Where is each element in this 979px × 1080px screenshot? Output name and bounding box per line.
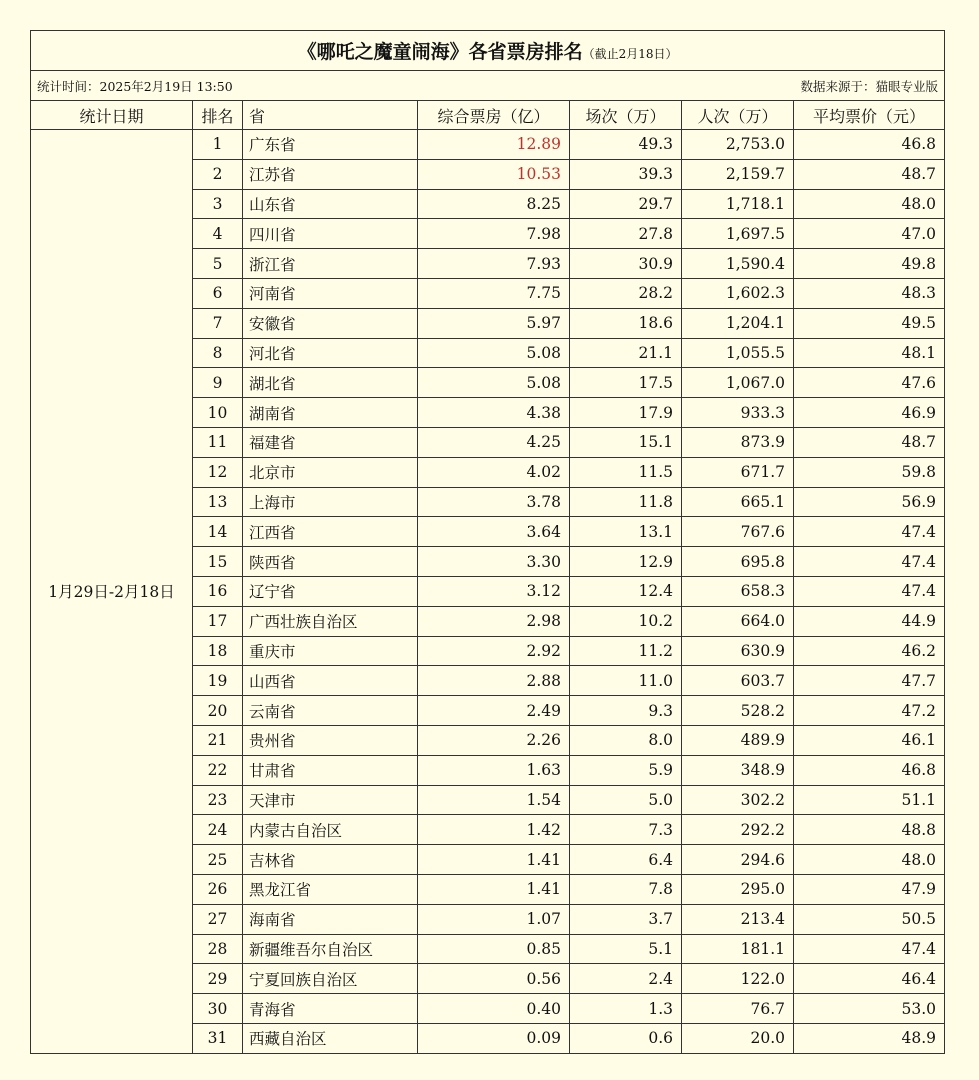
cell-avg-price: 47.4	[794, 547, 945, 577]
cell-admissions: 76.7	[682, 994, 794, 1024]
cell-admissions: 2,159.7	[682, 159, 794, 189]
cell-rank: 4	[193, 219, 243, 249]
cell-admissions: 292.2	[682, 815, 794, 845]
cell-box-office: 7.75	[418, 278, 570, 308]
cell-screenings: 8.0	[570, 725, 682, 755]
cell-screenings: 0.6	[570, 1023, 682, 1053]
cell-province: 浙江省	[243, 249, 418, 279]
cell-rank: 10	[193, 398, 243, 428]
cell-box-office: 4.02	[418, 457, 570, 487]
header-admissions: 人次（万）	[682, 101, 794, 130]
cell-admissions: 695.8	[682, 547, 794, 577]
cell-avg-price: 46.8	[794, 130, 945, 160]
cell-rank: 20	[193, 696, 243, 726]
cell-admissions: 1,067.0	[682, 368, 794, 398]
cell-admissions: 181.1	[682, 934, 794, 964]
cell-province: 河南省	[243, 278, 418, 308]
cell-admissions: 1,718.1	[682, 189, 794, 219]
cell-admissions: 302.2	[682, 785, 794, 815]
cell-box-office: 0.40	[418, 994, 570, 1024]
cell-rank: 15	[193, 547, 243, 577]
cell-rank: 5	[193, 249, 243, 279]
header-row	[31, 101, 945, 130]
cell-avg-price: 47.9	[794, 874, 945, 904]
cell-screenings: 18.6	[570, 308, 682, 338]
cell-screenings: 2.4	[570, 964, 682, 994]
cell-rank: 18	[193, 636, 243, 666]
cell-screenings: 15.1	[570, 427, 682, 457]
cell-admissions: 1,590.4	[682, 249, 794, 279]
cell-province: 新疆维吾尔自治区	[243, 934, 418, 964]
header-box-office: 综合票房（亿）	[418, 101, 570, 130]
cell-avg-price: 48.1	[794, 338, 945, 368]
cell-province: 湖南省	[243, 398, 418, 428]
cell-avg-price: 51.1	[794, 785, 945, 815]
cell-admissions: 294.6	[682, 845, 794, 875]
cell-admissions: 665.1	[682, 487, 794, 517]
cell-box-office: 12.89	[418, 130, 570, 160]
meta-cell	[31, 71, 945, 101]
cell-province: 广东省	[243, 130, 418, 160]
cell-box-office: 1.54	[418, 785, 570, 815]
cell-screenings: 39.3	[570, 159, 682, 189]
cell-rank: 1	[193, 130, 243, 160]
cell-avg-price: 49.8	[794, 249, 945, 279]
cell-province: 内蒙古自治区	[243, 815, 418, 845]
cell-avg-price: 49.5	[794, 308, 945, 338]
cell-screenings: 12.4	[570, 576, 682, 606]
cell-avg-price: 47.4	[794, 934, 945, 964]
cell-box-office: 0.85	[418, 934, 570, 964]
cell-box-office: 3.64	[418, 517, 570, 547]
cell-admissions: 2,753.0	[682, 130, 794, 160]
cell-admissions: 295.0	[682, 874, 794, 904]
cell-screenings: 10.2	[570, 606, 682, 636]
cell-admissions: 658.3	[682, 576, 794, 606]
title-sub: （截止2月18日）	[582, 47, 678, 61]
cell-admissions: 213.4	[682, 904, 794, 934]
cell-screenings: 11.5	[570, 457, 682, 487]
cell-avg-price: 47.4	[794, 517, 945, 547]
cell-rank: 9	[193, 368, 243, 398]
cell-admissions: 1,697.5	[682, 219, 794, 249]
cell-avg-price: 46.2	[794, 636, 945, 666]
cell-screenings: 5.0	[570, 785, 682, 815]
cell-screenings: 28.2	[570, 278, 682, 308]
cell-province: 湖北省	[243, 368, 418, 398]
table-title	[31, 31, 945, 71]
cell-screenings: 11.0	[570, 666, 682, 696]
cell-province: 西藏自治区	[243, 1023, 418, 1053]
cell-avg-price: 46.8	[794, 755, 945, 785]
cell-province: 重庆市	[243, 636, 418, 666]
cell-rank: 23	[193, 785, 243, 815]
cell-avg-price: 46.4	[794, 964, 945, 994]
cell-box-office: 2.92	[418, 636, 570, 666]
cell-box-office: 2.88	[418, 666, 570, 696]
cell-screenings: 17.5	[570, 368, 682, 398]
cell-box-office: 2.49	[418, 696, 570, 726]
cell-box-office: 5.97	[418, 308, 570, 338]
cell-rank: 30	[193, 994, 243, 1024]
cell-avg-price: 50.5	[794, 904, 945, 934]
cell-box-office: 1.63	[418, 755, 570, 785]
cell-admissions: 122.0	[682, 964, 794, 994]
cell-avg-price: 48.9	[794, 1023, 945, 1053]
cell-avg-price: 48.0	[794, 845, 945, 875]
cell-rank: 19	[193, 666, 243, 696]
cell-screenings: 6.4	[570, 845, 682, 875]
cell-province: 安徽省	[243, 308, 418, 338]
cell-admissions: 1,055.5	[682, 338, 794, 368]
cell-box-office: 1.41	[418, 874, 570, 904]
cell-avg-price: 53.0	[794, 994, 945, 1024]
cell-admissions: 348.9	[682, 755, 794, 785]
cell-rank: 28	[193, 934, 243, 964]
cell-screenings: 7.8	[570, 874, 682, 904]
cell-screenings: 17.9	[570, 398, 682, 428]
cell-province: 山东省	[243, 189, 418, 219]
cell-rank: 12	[193, 457, 243, 487]
cell-rank: 21	[193, 725, 243, 755]
data-source: 数据来源于：猫眼专业版	[800, 78, 939, 94]
cell-province: 天津市	[243, 785, 418, 815]
cell-box-office: 7.93	[418, 249, 570, 279]
cell-rank: 16	[193, 576, 243, 606]
header-rank: 排名	[193, 101, 243, 130]
cell-box-office: 5.08	[418, 368, 570, 398]
cell-admissions: 1,602.3	[682, 278, 794, 308]
cell-avg-price: 48.7	[794, 159, 945, 189]
cell-admissions: 767.6	[682, 517, 794, 547]
cell-admissions: 489.9	[682, 725, 794, 755]
cell-avg-price: 47.7	[794, 666, 945, 696]
cell-box-office: 1.42	[418, 815, 570, 845]
cell-rank: 3	[193, 189, 243, 219]
cell-province: 青海省	[243, 994, 418, 1024]
cell-province: 四川省	[243, 219, 418, 249]
header-province: 省	[243, 101, 418, 130]
cell-rank: 8	[193, 338, 243, 368]
cell-admissions: 20.0	[682, 1023, 794, 1053]
cell-province: 北京市	[243, 457, 418, 487]
cell-province: 吉林省	[243, 845, 418, 875]
cell-box-office: 3.78	[418, 487, 570, 517]
cell-admissions: 933.3	[682, 398, 794, 428]
cell-screenings: 30.9	[570, 249, 682, 279]
cell-rank: 29	[193, 964, 243, 994]
cell-screenings: 21.1	[570, 338, 682, 368]
header-date: 统计日期	[31, 101, 193, 130]
cell-box-office: 0.56	[418, 964, 570, 994]
cell-screenings: 12.9	[570, 547, 682, 577]
cell-rank: 31	[193, 1023, 243, 1053]
cell-screenings: 29.7	[570, 189, 682, 219]
cell-box-office: 4.38	[418, 398, 570, 428]
cell-admissions: 630.9	[682, 636, 794, 666]
cell-screenings: 13.1	[570, 517, 682, 547]
cell-screenings: 11.2	[570, 636, 682, 666]
cell-admissions: 603.7	[682, 666, 794, 696]
cell-avg-price: 44.9	[794, 606, 945, 636]
cell-screenings: 3.7	[570, 904, 682, 934]
cell-box-office: 5.08	[418, 338, 570, 368]
cell-avg-price: 48.0	[794, 189, 945, 219]
cell-avg-price: 46.1	[794, 725, 945, 755]
cell-screenings: 9.3	[570, 696, 682, 726]
cell-admissions: 664.0	[682, 606, 794, 636]
cell-avg-price: 46.9	[794, 398, 945, 428]
cell-rank: 25	[193, 845, 243, 875]
cell-box-office: 0.09	[418, 1023, 570, 1053]
title-row	[31, 31, 945, 71]
cell-rank: 22	[193, 755, 243, 785]
cell-screenings: 49.3	[570, 130, 682, 160]
cell-avg-price: 47.0	[794, 219, 945, 249]
box-office-sheet	[30, 30, 944, 1054]
cell-rank: 17	[193, 606, 243, 636]
cell-rank: 11	[193, 427, 243, 457]
cell-admissions: 528.2	[682, 696, 794, 726]
cell-province: 江西省	[243, 517, 418, 547]
cell-avg-price: 48.7	[794, 427, 945, 457]
cell-avg-price: 48.8	[794, 815, 945, 845]
cell-province: 山西省	[243, 666, 418, 696]
cell-box-office: 3.12	[418, 576, 570, 606]
header-avg-price: 平均票价（元）	[794, 101, 945, 130]
cell-screenings: 11.8	[570, 487, 682, 517]
cell-province: 江苏省	[243, 159, 418, 189]
cell-rank: 6	[193, 278, 243, 308]
cell-rank: 14	[193, 517, 243, 547]
box-office-table	[30, 30, 945, 1054]
cell-province: 甘肃省	[243, 755, 418, 785]
cell-province: 辽宁省	[243, 576, 418, 606]
cell-avg-price: 48.3	[794, 278, 945, 308]
cell-screenings: 1.3	[570, 994, 682, 1024]
cell-admissions: 873.9	[682, 427, 794, 457]
cell-admissions: 671.7	[682, 457, 794, 487]
cell-province: 海南省	[243, 904, 418, 934]
cell-box-office: 1.07	[418, 904, 570, 934]
cell-province: 河北省	[243, 338, 418, 368]
cell-box-office: 10.53	[418, 159, 570, 189]
cell-admissions: 1,204.1	[682, 308, 794, 338]
cell-province: 广西壮族自治区	[243, 606, 418, 636]
cell-rank: 13	[193, 487, 243, 517]
cell-avg-price: 47.4	[794, 576, 945, 606]
cell-box-office: 3.30	[418, 547, 570, 577]
cell-province: 黑龙江省	[243, 874, 418, 904]
cell-avg-price: 59.8	[794, 457, 945, 487]
cell-screenings: 7.3	[570, 815, 682, 845]
meta-row	[31, 71, 945, 101]
cell-province: 陕西省	[243, 547, 418, 577]
cell-avg-price: 47.6	[794, 368, 945, 398]
cell-box-office: 2.98	[418, 606, 570, 636]
cell-province: 福建省	[243, 427, 418, 457]
cell-box-office: 2.26	[418, 725, 570, 755]
cell-box-office: 8.25	[418, 189, 570, 219]
cell-province: 上海市	[243, 487, 418, 517]
table-row	[31, 130, 945, 160]
cell-province: 云南省	[243, 696, 418, 726]
cell-box-office: 4.25	[418, 427, 570, 457]
cell-box-office: 7.98	[418, 219, 570, 249]
cell-rank: 7	[193, 308, 243, 338]
cell-avg-price: 47.2	[794, 696, 945, 726]
date-range-cell: 1月29日-2月18日	[31, 130, 193, 1054]
cell-screenings: 5.1	[570, 934, 682, 964]
cell-box-office: 1.41	[418, 845, 570, 875]
header-screenings: 场次（万）	[570, 101, 682, 130]
cell-rank: 26	[193, 874, 243, 904]
cell-rank: 2	[193, 159, 243, 189]
cell-screenings: 27.8	[570, 219, 682, 249]
title-main: 《哪吒之魔童闹海》各省票房排名	[297, 41, 583, 63]
cell-avg-price: 56.9	[794, 487, 945, 517]
cell-province: 贵州省	[243, 725, 418, 755]
cell-rank: 24	[193, 815, 243, 845]
cell-rank: 27	[193, 904, 243, 934]
cell-screenings: 5.9	[570, 755, 682, 785]
cell-province: 宁夏回族自治区	[243, 964, 418, 994]
stat-time: 统计时间：2025年2月19日 13:50	[37, 78, 233, 94]
